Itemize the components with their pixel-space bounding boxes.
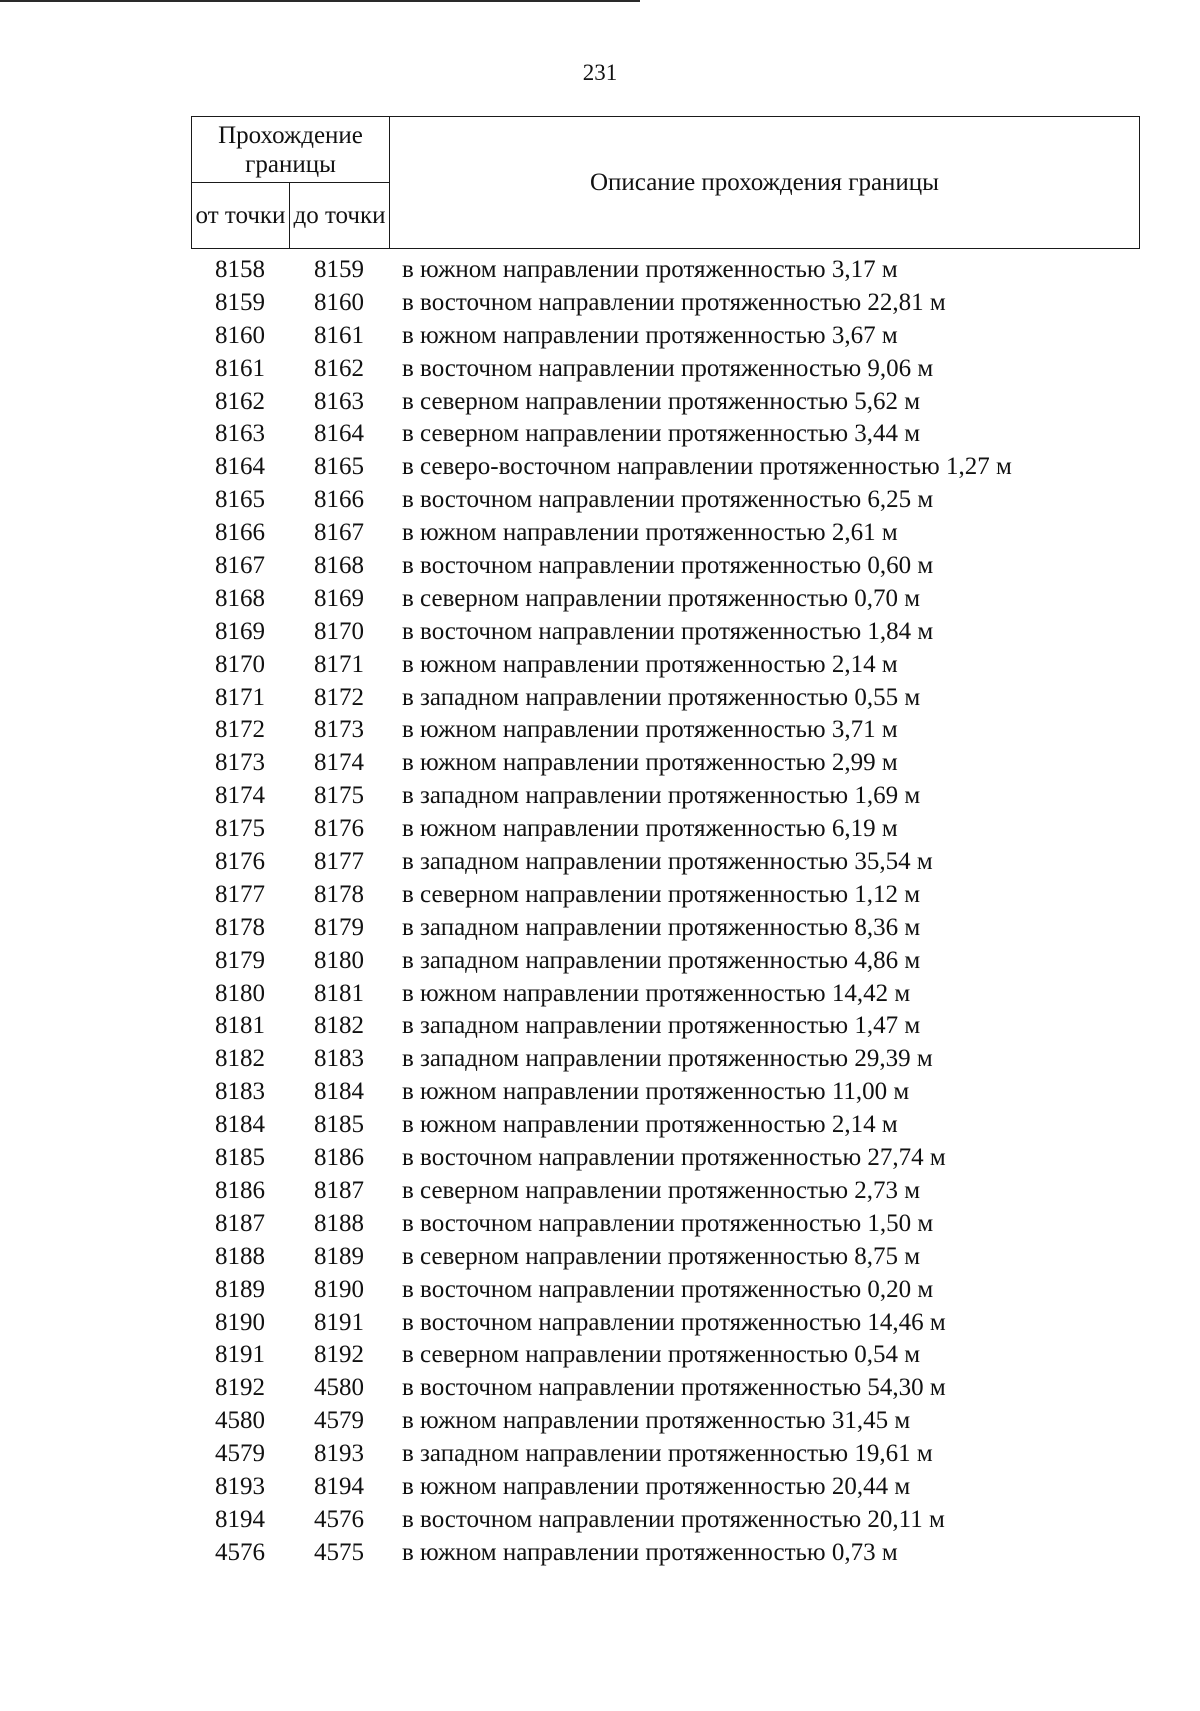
to-point: 8168 bbox=[314, 552, 364, 580]
from-point: 8165 bbox=[215, 486, 265, 514]
from-point: 8169 bbox=[215, 617, 265, 645]
table-header bbox=[191, 116, 1140, 249]
boundary-description: в восточном направлении протяженностью 9,06 м bbox=[402, 354, 934, 382]
boundary-description: в западном направлении протяженностью 4,86 м bbox=[402, 946, 921, 974]
table-row bbox=[191, 1308, 1140, 1341]
table-row bbox=[191, 387, 1140, 420]
table-row bbox=[191, 1472, 1140, 1505]
table-row bbox=[191, 452, 1140, 485]
from-point: 8158 bbox=[215, 256, 265, 283]
table-row bbox=[191, 1439, 1140, 1472]
to-point: 8164 bbox=[314, 420, 364, 448]
to-point: 8166 bbox=[314, 486, 364, 514]
table-row bbox=[191, 1110, 1140, 1143]
from-point: 8167 bbox=[215, 552, 265, 580]
boundary-description: в северном направлении протяженностью 0,70 м bbox=[402, 584, 921, 612]
to-point: 8183 bbox=[314, 1045, 364, 1073]
to-point: 8171 bbox=[314, 650, 364, 678]
table-row bbox=[191, 551, 1140, 584]
to-point: 8170 bbox=[314, 617, 364, 645]
from-point: 8184 bbox=[215, 1111, 265, 1139]
from-point: 8172 bbox=[215, 716, 265, 744]
to-point: 8193 bbox=[314, 1440, 364, 1468]
table-row bbox=[191, 650, 1140, 683]
from-point: 8191 bbox=[215, 1341, 265, 1369]
boundary-description: в южном направлении протяженностью 31,45 м bbox=[402, 1407, 911, 1435]
to-point: 8180 bbox=[314, 946, 364, 974]
table-row bbox=[191, 354, 1140, 387]
to-point: 8178 bbox=[314, 880, 364, 908]
table-row bbox=[191, 1143, 1140, 1176]
scan-top-rule bbox=[0, 0, 640, 2]
boundary-description: в южном направлении протяженностью 2,61 м bbox=[402, 519, 898, 547]
to-point: 8176 bbox=[314, 815, 364, 843]
from-point: 8170 bbox=[215, 650, 265, 678]
from-point: 8179 bbox=[215, 946, 265, 974]
boundary-description: в южном направлении протяженностью 0,73 м bbox=[402, 1538, 898, 1566]
boundary-description: в северном направлении протяженностью 3,44 м bbox=[402, 420, 921, 448]
table-row bbox=[191, 1538, 1140, 1571]
boundary-description: в западном направлении протяженностью 0,55 м bbox=[402, 683, 921, 711]
to-point: 8182 bbox=[314, 1012, 364, 1040]
table-row bbox=[191, 1275, 1140, 1308]
header-from-point: от точки bbox=[192, 183, 290, 249]
from-point: 8183 bbox=[215, 1078, 265, 1106]
boundary-description: в восточном направлении протяженностью 0,60 м bbox=[402, 552, 934, 580]
boundary-description: в северном направлении протяженностью 8,75 м bbox=[402, 1242, 921, 1270]
page-number: 231 bbox=[582, 60, 618, 85]
from-point: 8164 bbox=[215, 453, 265, 481]
boundary-rows bbox=[191, 255, 1140, 1571]
table-row bbox=[191, 946, 1140, 979]
to-point: 8192 bbox=[314, 1341, 364, 1369]
boundary-description: в западном направлении протяженностью 1,69 м bbox=[402, 782, 921, 810]
table-row bbox=[191, 880, 1140, 913]
to-point: 8173 bbox=[314, 716, 364, 744]
from-point: 8187 bbox=[215, 1209, 265, 1237]
boundary-description: в северо-восточном направлении протяженностью 1,27 м bbox=[402, 453, 1012, 481]
to-point: 8184 bbox=[314, 1078, 364, 1106]
to-point: 8179 bbox=[314, 913, 364, 941]
boundary-description: в восточном направлении протяженностью 1,84 м bbox=[402, 617, 934, 645]
to-point: 8191 bbox=[314, 1308, 364, 1336]
table-row bbox=[191, 288, 1140, 321]
table-row bbox=[191, 1242, 1140, 1275]
header-passage: Прохождение границы bbox=[192, 117, 390, 183]
table-row bbox=[191, 979, 1140, 1012]
boundary-description: в северном направлении протяженностью 1,12 м bbox=[402, 880, 921, 908]
table-row bbox=[191, 1077, 1140, 1110]
to-point: 8190 bbox=[314, 1275, 364, 1303]
table-row bbox=[191, 518, 1140, 551]
from-point: 8182 bbox=[215, 1045, 265, 1073]
from-point: 8168 bbox=[215, 584, 265, 612]
to-point: 8187 bbox=[314, 1176, 364, 1204]
boundary-description: в восточном направлении протяженностью 6,25 м bbox=[402, 486, 934, 514]
table-row bbox=[191, 1011, 1140, 1044]
table-row bbox=[191, 715, 1140, 748]
table-row bbox=[191, 748, 1140, 781]
table-row bbox=[191, 1209, 1140, 1242]
from-point: 8192 bbox=[215, 1374, 265, 1402]
table-row bbox=[191, 255, 1140, 288]
from-point: 8194 bbox=[215, 1505, 265, 1533]
from-point: 4579 bbox=[215, 1440, 265, 1468]
from-point: 8160 bbox=[215, 321, 265, 349]
from-point: 8189 bbox=[215, 1275, 265, 1303]
to-point: 8185 bbox=[314, 1111, 364, 1139]
boundary-description: в восточном направлении протяженностью 54,30 м bbox=[402, 1374, 946, 1402]
from-point: 8188 bbox=[215, 1242, 265, 1270]
header-to-point: до точки bbox=[290, 183, 390, 249]
boundary-description: в южном направлении протяженностью 2,99 м bbox=[402, 749, 898, 777]
to-point: 8174 bbox=[314, 749, 364, 777]
table-row bbox=[191, 419, 1140, 452]
boundary-description: в восточном направлении протяженностью 27,74 м bbox=[402, 1144, 946, 1172]
boundary-description: в западном направлении протяженностью 29,39 м bbox=[402, 1045, 933, 1073]
table-row bbox=[191, 1044, 1140, 1077]
from-point: 8186 bbox=[215, 1176, 265, 1204]
boundary-description: в восточном направлении протяженностью 14,46 м bbox=[402, 1308, 946, 1336]
boundary-description: в северном направлении протяженностью 0,54 м bbox=[402, 1341, 921, 1369]
boundary-description: в южном направлении протяженностью 2,14 м bbox=[402, 650, 898, 678]
from-point: 8171 bbox=[215, 683, 265, 711]
from-point: 8174 bbox=[215, 782, 265, 810]
to-point: 8165 bbox=[314, 453, 364, 481]
table-row bbox=[191, 1176, 1140, 1209]
table-row bbox=[191, 683, 1140, 716]
from-point: 8161 bbox=[215, 354, 265, 382]
to-point: 8160 bbox=[314, 288, 364, 316]
boundary-description: в восточном направлении протяженностью 1,50 м bbox=[402, 1209, 934, 1237]
to-point: 8186 bbox=[314, 1144, 364, 1172]
from-point: 8175 bbox=[215, 815, 265, 843]
to-point: 4576 bbox=[314, 1505, 364, 1533]
to-point: 8189 bbox=[314, 1242, 364, 1270]
boundary-description: в восточном направлении протяженностью 22,81 м bbox=[402, 288, 946, 316]
to-point: 4575 bbox=[314, 1538, 364, 1566]
from-point: 8180 bbox=[215, 979, 265, 1007]
from-point: 8176 bbox=[215, 848, 265, 876]
to-point: 8163 bbox=[314, 387, 364, 415]
boundary-description: в южном направлении протяженностью 3,17 м bbox=[402, 256, 898, 283]
table-row bbox=[191, 781, 1140, 814]
table-row bbox=[191, 1505, 1140, 1538]
boundary-description: в восточном направлении протяженностью 0,20 м bbox=[402, 1275, 934, 1303]
from-point: 4580 bbox=[215, 1407, 265, 1435]
to-point: 8188 bbox=[314, 1209, 364, 1237]
to-point: 8194 bbox=[314, 1472, 364, 1500]
boundary-description: в южном направлении протяженностью 20,44 м bbox=[402, 1472, 911, 1500]
from-point: 8162 bbox=[215, 387, 265, 415]
boundary-description: в западном направлении протяженностью 35,54 м bbox=[402, 848, 933, 876]
from-point: 8178 bbox=[215, 913, 265, 941]
boundary-description: в северном направлении протяженностью 5,62 м bbox=[402, 387, 921, 415]
from-point: 8163 bbox=[215, 420, 265, 448]
to-point: 8181 bbox=[314, 979, 364, 1007]
to-point: 8177 bbox=[314, 848, 364, 876]
table-row bbox=[191, 847, 1140, 880]
table-row bbox=[191, 584, 1140, 617]
boundary-description: в западном направлении протяженностью 19,61 м bbox=[402, 1440, 933, 1468]
from-point: 8166 bbox=[215, 519, 265, 547]
to-point: 8161 bbox=[314, 321, 364, 349]
to-point: 8172 bbox=[314, 683, 364, 711]
boundary-description: в южном направлении протяженностью 3,71 м bbox=[402, 716, 898, 744]
to-point: 8167 bbox=[314, 519, 364, 547]
boundary-description: в южном направлении протяженностью 2,14 м bbox=[402, 1111, 898, 1139]
to-point: 8169 bbox=[314, 584, 364, 612]
boundary-description: в восточном направлении протяженностью 20,11 м bbox=[402, 1505, 945, 1533]
boundary-description: в западном направлении протяженностью 8,36 м bbox=[402, 913, 921, 941]
from-point: 4576 bbox=[215, 1538, 265, 1566]
boundary-description: в северном направлении протяженностью 2,73 м bbox=[402, 1176, 921, 1204]
from-point: 8159 bbox=[215, 288, 265, 316]
header-description: Описание прохождения границы bbox=[390, 117, 1140, 249]
table-row bbox=[191, 617, 1140, 650]
boundary-description: в южном направлении протяженностью 6,19 м bbox=[402, 815, 898, 843]
from-point: 8185 bbox=[215, 1144, 265, 1172]
table-row bbox=[191, 1373, 1140, 1406]
boundary-description: в западном направлении протяженностью 1,47 м bbox=[402, 1012, 921, 1040]
to-point: 8175 bbox=[314, 782, 364, 810]
boundary-description: в южном направлении протяженностью 3,67 м bbox=[402, 321, 898, 349]
boundary-description: в южном направлении протяженностью 11,00 м bbox=[402, 1078, 910, 1106]
from-point: 8190 bbox=[215, 1308, 265, 1336]
to-point: 8159 bbox=[314, 256, 364, 283]
boundary-description: в южном направлении протяженностью 14,42 м bbox=[402, 979, 911, 1007]
table-row bbox=[191, 1340, 1140, 1373]
from-point: 8177 bbox=[215, 880, 265, 908]
to-point: 4580 bbox=[314, 1374, 364, 1402]
to-point: 8162 bbox=[314, 354, 364, 382]
table-row bbox=[191, 913, 1140, 946]
from-point: 8173 bbox=[215, 749, 265, 777]
to-point: 4579 bbox=[314, 1407, 364, 1435]
table-row bbox=[191, 321, 1140, 354]
table-row bbox=[191, 1406, 1140, 1439]
table-row bbox=[191, 814, 1140, 847]
table-row bbox=[191, 485, 1140, 518]
from-point: 8181 bbox=[215, 1012, 265, 1040]
from-point: 8193 bbox=[215, 1472, 265, 1500]
